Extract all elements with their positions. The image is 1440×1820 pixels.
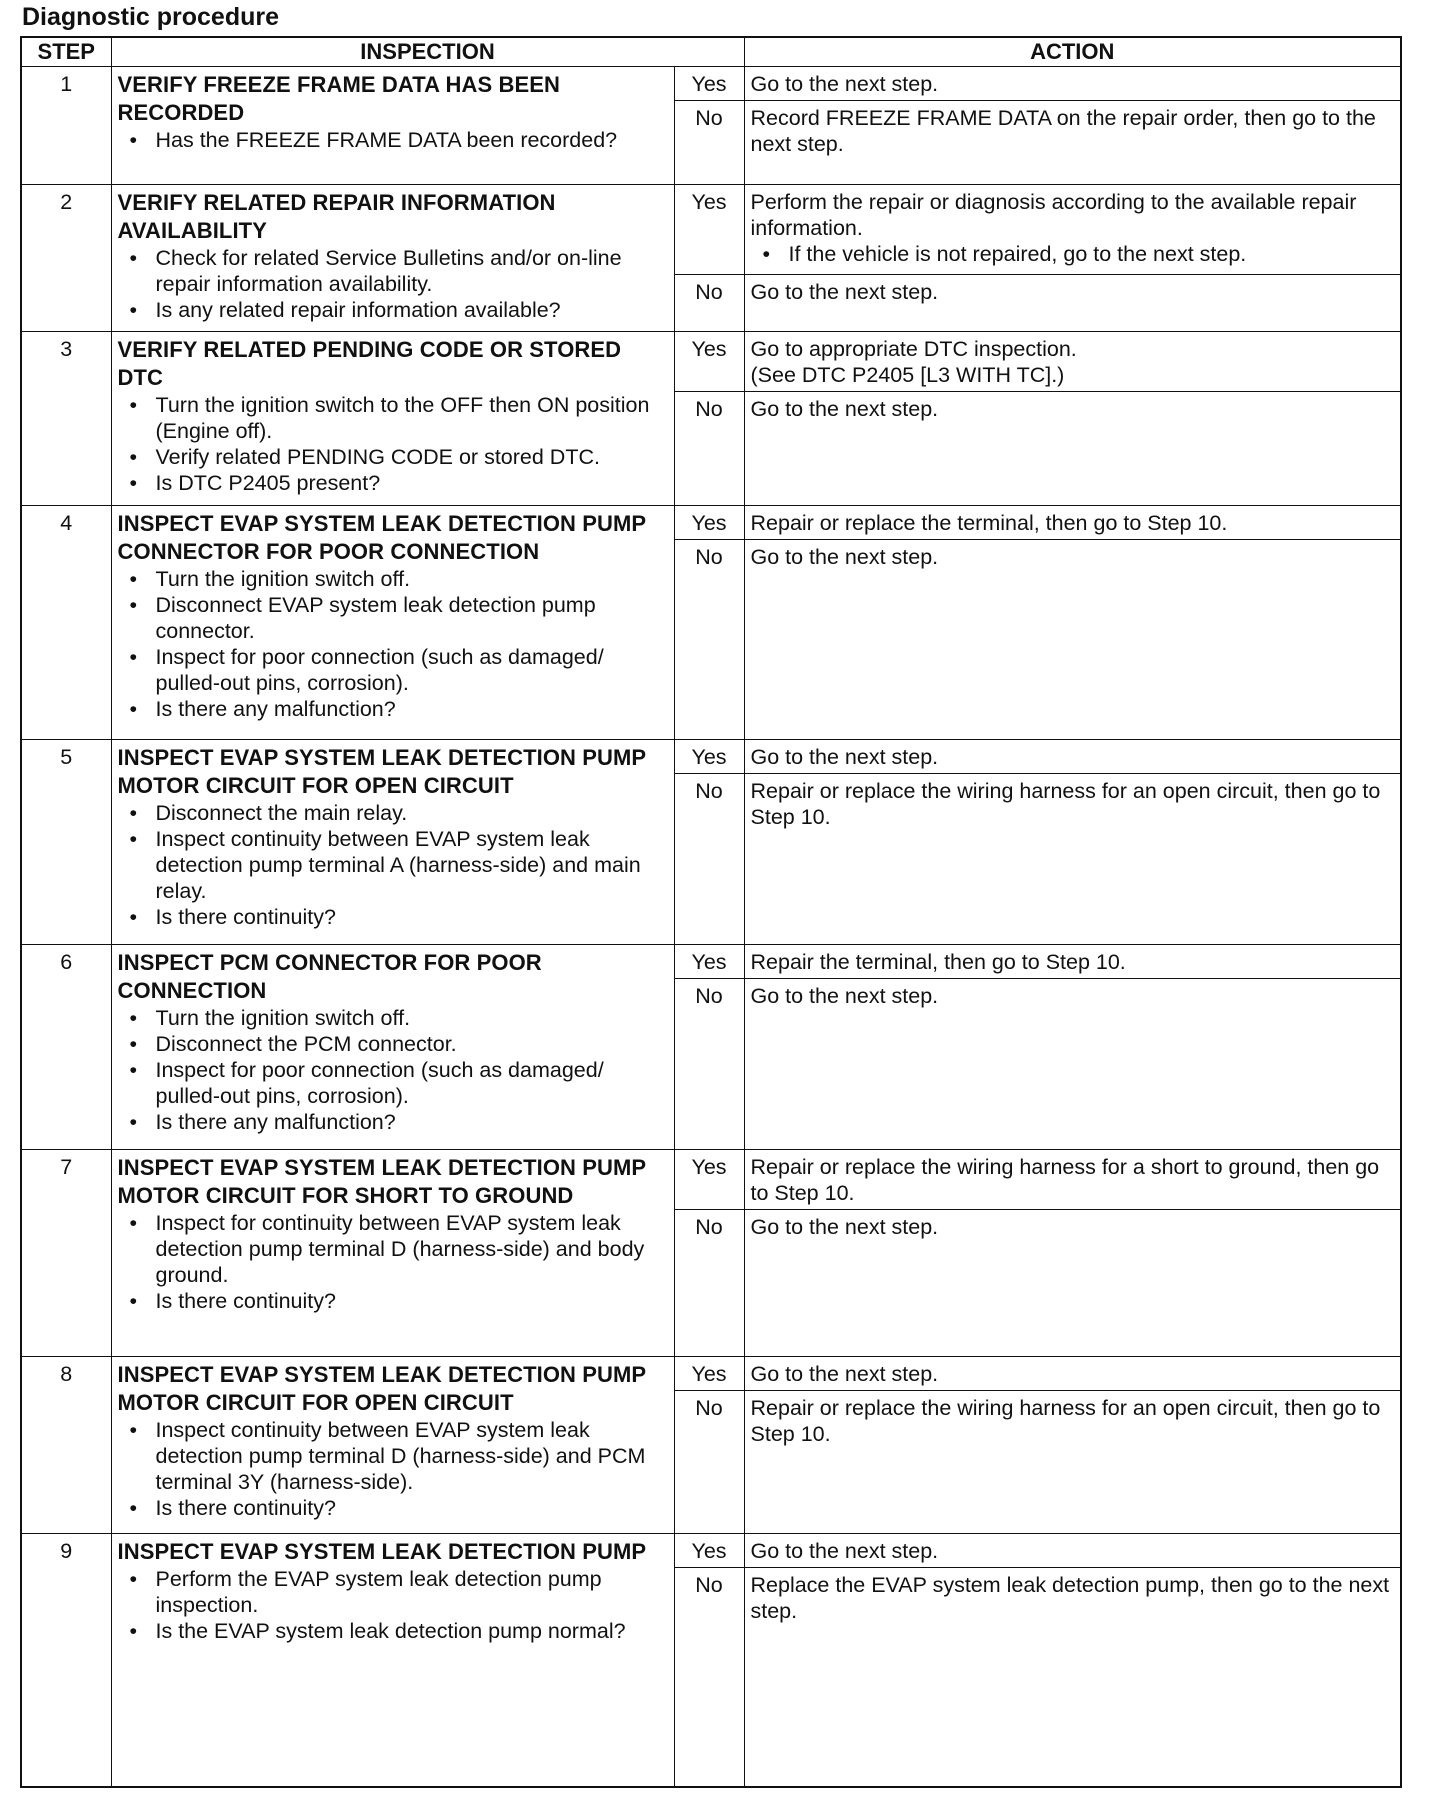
- no-action: Go to the next step.: [744, 540, 1401, 740]
- inspection-item: • Turn the ignition switch off.: [156, 566, 668, 592]
- no-action: Record FREEZE FRAME DATA on the repair order, then go to the next step.: [744, 101, 1401, 185]
- no-action: Go to the next step.: [744, 392, 1401, 506]
- inspection-list: [118, 127, 668, 153]
- diagnostic-table: [20, 36, 1402, 1788]
- no-action: Repair or replace the wiring harness for an open circuit, then go to Step 10.: [744, 1391, 1401, 1534]
- inspection-list: [118, 1566, 668, 1644]
- no-label: No: [674, 774, 744, 945]
- yes-action: Go to appropriate DTC inspection.: [750, 337, 1077, 361]
- yes-label: Yes: [674, 332, 744, 392]
- inspection-item: • Is there any malfunction?: [156, 1109, 668, 1135]
- yes-action: Go to the next step.: [744, 1357, 1401, 1391]
- inspection-item: • Is there continuity?: [156, 1288, 668, 1314]
- yes-action: Repair or replace the terminal, then go to Step 10.: [744, 506, 1401, 540]
- no-action: Go to the next step.: [744, 1210, 1401, 1357]
- inspection-item: • Inspect continuity between EVAP system leak detection pump terminal A (harness-side) and main relay.: [156, 826, 668, 904]
- yes-action: Go to the next step.: [744, 1534, 1401, 1568]
- step-number: 3: [21, 332, 111, 506]
- no-action: Go to the next step.: [744, 979, 1401, 1150]
- step-number: 8: [21, 1357, 111, 1534]
- yes-action: Repair or replace the wiring harness for a short to ground, then go to Step 10.: [744, 1150, 1401, 1210]
- step-number: 4: [21, 506, 111, 740]
- inspection-item: • Is there continuity?: [156, 904, 668, 930]
- document-title: Diagnostic procedure: [22, 3, 279, 31]
- inspection-item: • Disconnect the main relay.: [156, 800, 668, 826]
- table-row: [21, 1534, 1401, 1568]
- inspection-title: INSPECT EVAP SYSTEM LEAK DETECTION PUMP MOTOR CIRCUIT FOR OPEN CIRCUIT: [117, 745, 646, 798]
- inspection-list: [118, 800, 668, 930]
- yes-label: Yes: [674, 1150, 744, 1210]
- yes-label: Yes: [674, 1534, 744, 1568]
- inspection-cell: [111, 332, 674, 506]
- step-number: 2: [21, 185, 111, 332]
- no-label: No: [674, 392, 744, 506]
- table-row: [21, 740, 1401, 774]
- header-inspection: INSPECTION: [111, 37, 744, 67]
- step-number: 6: [21, 945, 111, 1150]
- inspection-title: INSPECT EVAP SYSTEM LEAK DETECTION PUMP MOTOR CIRCUIT FOR SHORT TO GROUND: [117, 1155, 646, 1208]
- action-item: • If the vehicle is not repaired, go to the next step.: [789, 241, 1395, 267]
- yes-label: Yes: [674, 67, 744, 101]
- inspection-cell: [111, 506, 674, 740]
- inspection-item: • Disconnect EVAP system leak detection pump connector.: [156, 592, 668, 644]
- no-action: Go to the next step.: [744, 275, 1401, 332]
- no-action: Replace the EVAP system leak detection pump, then go to the next step.: [744, 1568, 1401, 1787]
- inspection-list: [118, 1210, 668, 1314]
- inspection-title: INSPECT EVAP SYSTEM LEAK DETECTION PUMP: [117, 1539, 647, 1564]
- inspection-title: INSPECT PCM CONNECTOR FOR POOR CONNECTION: [117, 950, 542, 1003]
- inspection-cell: [111, 67, 674, 185]
- step-number: 7: [21, 1150, 111, 1357]
- inspection-list: [118, 1005, 668, 1135]
- table-row: [21, 67, 1401, 101]
- no-action: Repair or replace the wiring harness for an open circuit, then go to Step 10.: [744, 774, 1401, 945]
- inspection-cell: [111, 185, 674, 332]
- table-row: [21, 332, 1401, 392]
- table-row: [21, 1150, 1401, 1210]
- inspection-cell: [111, 1534, 674, 1787]
- table-row: [21, 185, 1401, 275]
- inspection-item: • Perform the EVAP system leak detection pump inspection.: [156, 1566, 668, 1618]
- inspection-item: • Turn the ignition switch to the OFF then ON position (Engine off).: [156, 392, 668, 444]
- no-label: No: [674, 275, 744, 332]
- table-row: [21, 945, 1401, 979]
- step-number: 1: [21, 67, 111, 185]
- inspection-item: • Inspect for poor connection (such as damaged/ pulled-out pins, corrosion).: [156, 1057, 668, 1109]
- inspection-item: • Is the EVAP system leak detection pump normal?: [156, 1618, 668, 1644]
- inspection-item: • Is there any malfunction?: [156, 696, 668, 722]
- table-row: [21, 506, 1401, 540]
- inspection-list: [118, 392, 668, 496]
- yes-label: Yes: [674, 185, 744, 275]
- table-row: [21, 1357, 1401, 1391]
- inspection-item: • Verify related PENDING CODE or stored DTC.: [156, 444, 668, 470]
- no-label: No: [674, 540, 744, 740]
- no-label: No: [674, 1210, 744, 1357]
- inspection-cell: [111, 1150, 674, 1357]
- yes-label: Yes: [674, 945, 744, 979]
- yes-action-reference: (See DTC P2405 [L3 WITH TC].): [750, 363, 1065, 387]
- no-label: No: [674, 979, 744, 1150]
- inspection-item: • Is any related repair information available?: [156, 297, 668, 323]
- inspection-item: • Inspect for poor connection (such as damaged/ pulled-out pins, corrosion).: [156, 644, 668, 696]
- yes-action: Go to the next step.: [744, 740, 1401, 774]
- yes-label: Yes: [674, 506, 744, 540]
- table-header-row: [21, 37, 1401, 67]
- inspection-cell: [111, 1357, 674, 1534]
- yes-label: Yes: [674, 740, 744, 774]
- no-label: No: [674, 1391, 744, 1534]
- inspection-item: • Has the FREEZE FRAME DATA been recorded?: [156, 127, 668, 153]
- inspection-list: [118, 1417, 668, 1521]
- inspection-item: • Inspect continuity between EVAP system leak detection pump terminal D (harness-side) and PCM terminal 3Y (harness-side).: [156, 1417, 668, 1495]
- inspection-cell: [111, 740, 674, 945]
- inspection-item: • Turn the ignition switch off.: [156, 1005, 668, 1031]
- yes-action: Perform the repair or diagnosis according to the available repair information.: [750, 190, 1357, 240]
- inspection-list: [118, 566, 668, 722]
- inspection-title: INSPECT EVAP SYSTEM LEAK DETECTION PUMP MOTOR CIRCUIT FOR OPEN CIRCUIT: [117, 1362, 646, 1415]
- yes-label: Yes: [674, 1357, 744, 1391]
- header-action: ACTION: [744, 37, 1401, 67]
- inspection-list: [118, 245, 668, 323]
- yes-action: Go to the next step.: [744, 67, 1401, 101]
- inspection-title: VERIFY RELATED REPAIR INFORMATION AVAILABILITY: [117, 190, 556, 243]
- inspection-item: • Check for related Service Bulletins and/or on-line repair information availability.: [156, 245, 668, 297]
- inspection-title: INSPECT EVAP SYSTEM LEAK DETECTION PUMP CONNECTOR FOR POOR CONNECTION: [117, 511, 646, 564]
- inspection-title: VERIFY FREEZE FRAME DATA HAS BEEN RECORDED: [117, 72, 561, 125]
- inspection-item: • Disconnect the PCM connector.: [156, 1031, 668, 1057]
- no-label: No: [674, 101, 744, 185]
- step-number: 9: [21, 1534, 111, 1787]
- header-step: STEP: [21, 37, 111, 67]
- inspection-item: • Is DTC P2405 present?: [156, 470, 668, 496]
- inspection-item: • Is there continuity?: [156, 1495, 668, 1521]
- inspection-title: VERIFY RELATED PENDING CODE OR STORED DTC: [117, 337, 622, 390]
- no-label: No: [674, 1568, 744, 1787]
- inspection-item: • Inspect for continuity between EVAP system leak detection pump terminal D (harness-side) and body ground.: [156, 1210, 668, 1288]
- step-number: 5: [21, 740, 111, 945]
- yes-action: Repair the terminal, then go to Step 10.: [744, 945, 1401, 979]
- yes-action-cell: [744, 185, 1401, 275]
- inspection-cell: [111, 945, 674, 1150]
- action-list: [751, 241, 1395, 267]
- yes-action-cell: [744, 332, 1401, 392]
